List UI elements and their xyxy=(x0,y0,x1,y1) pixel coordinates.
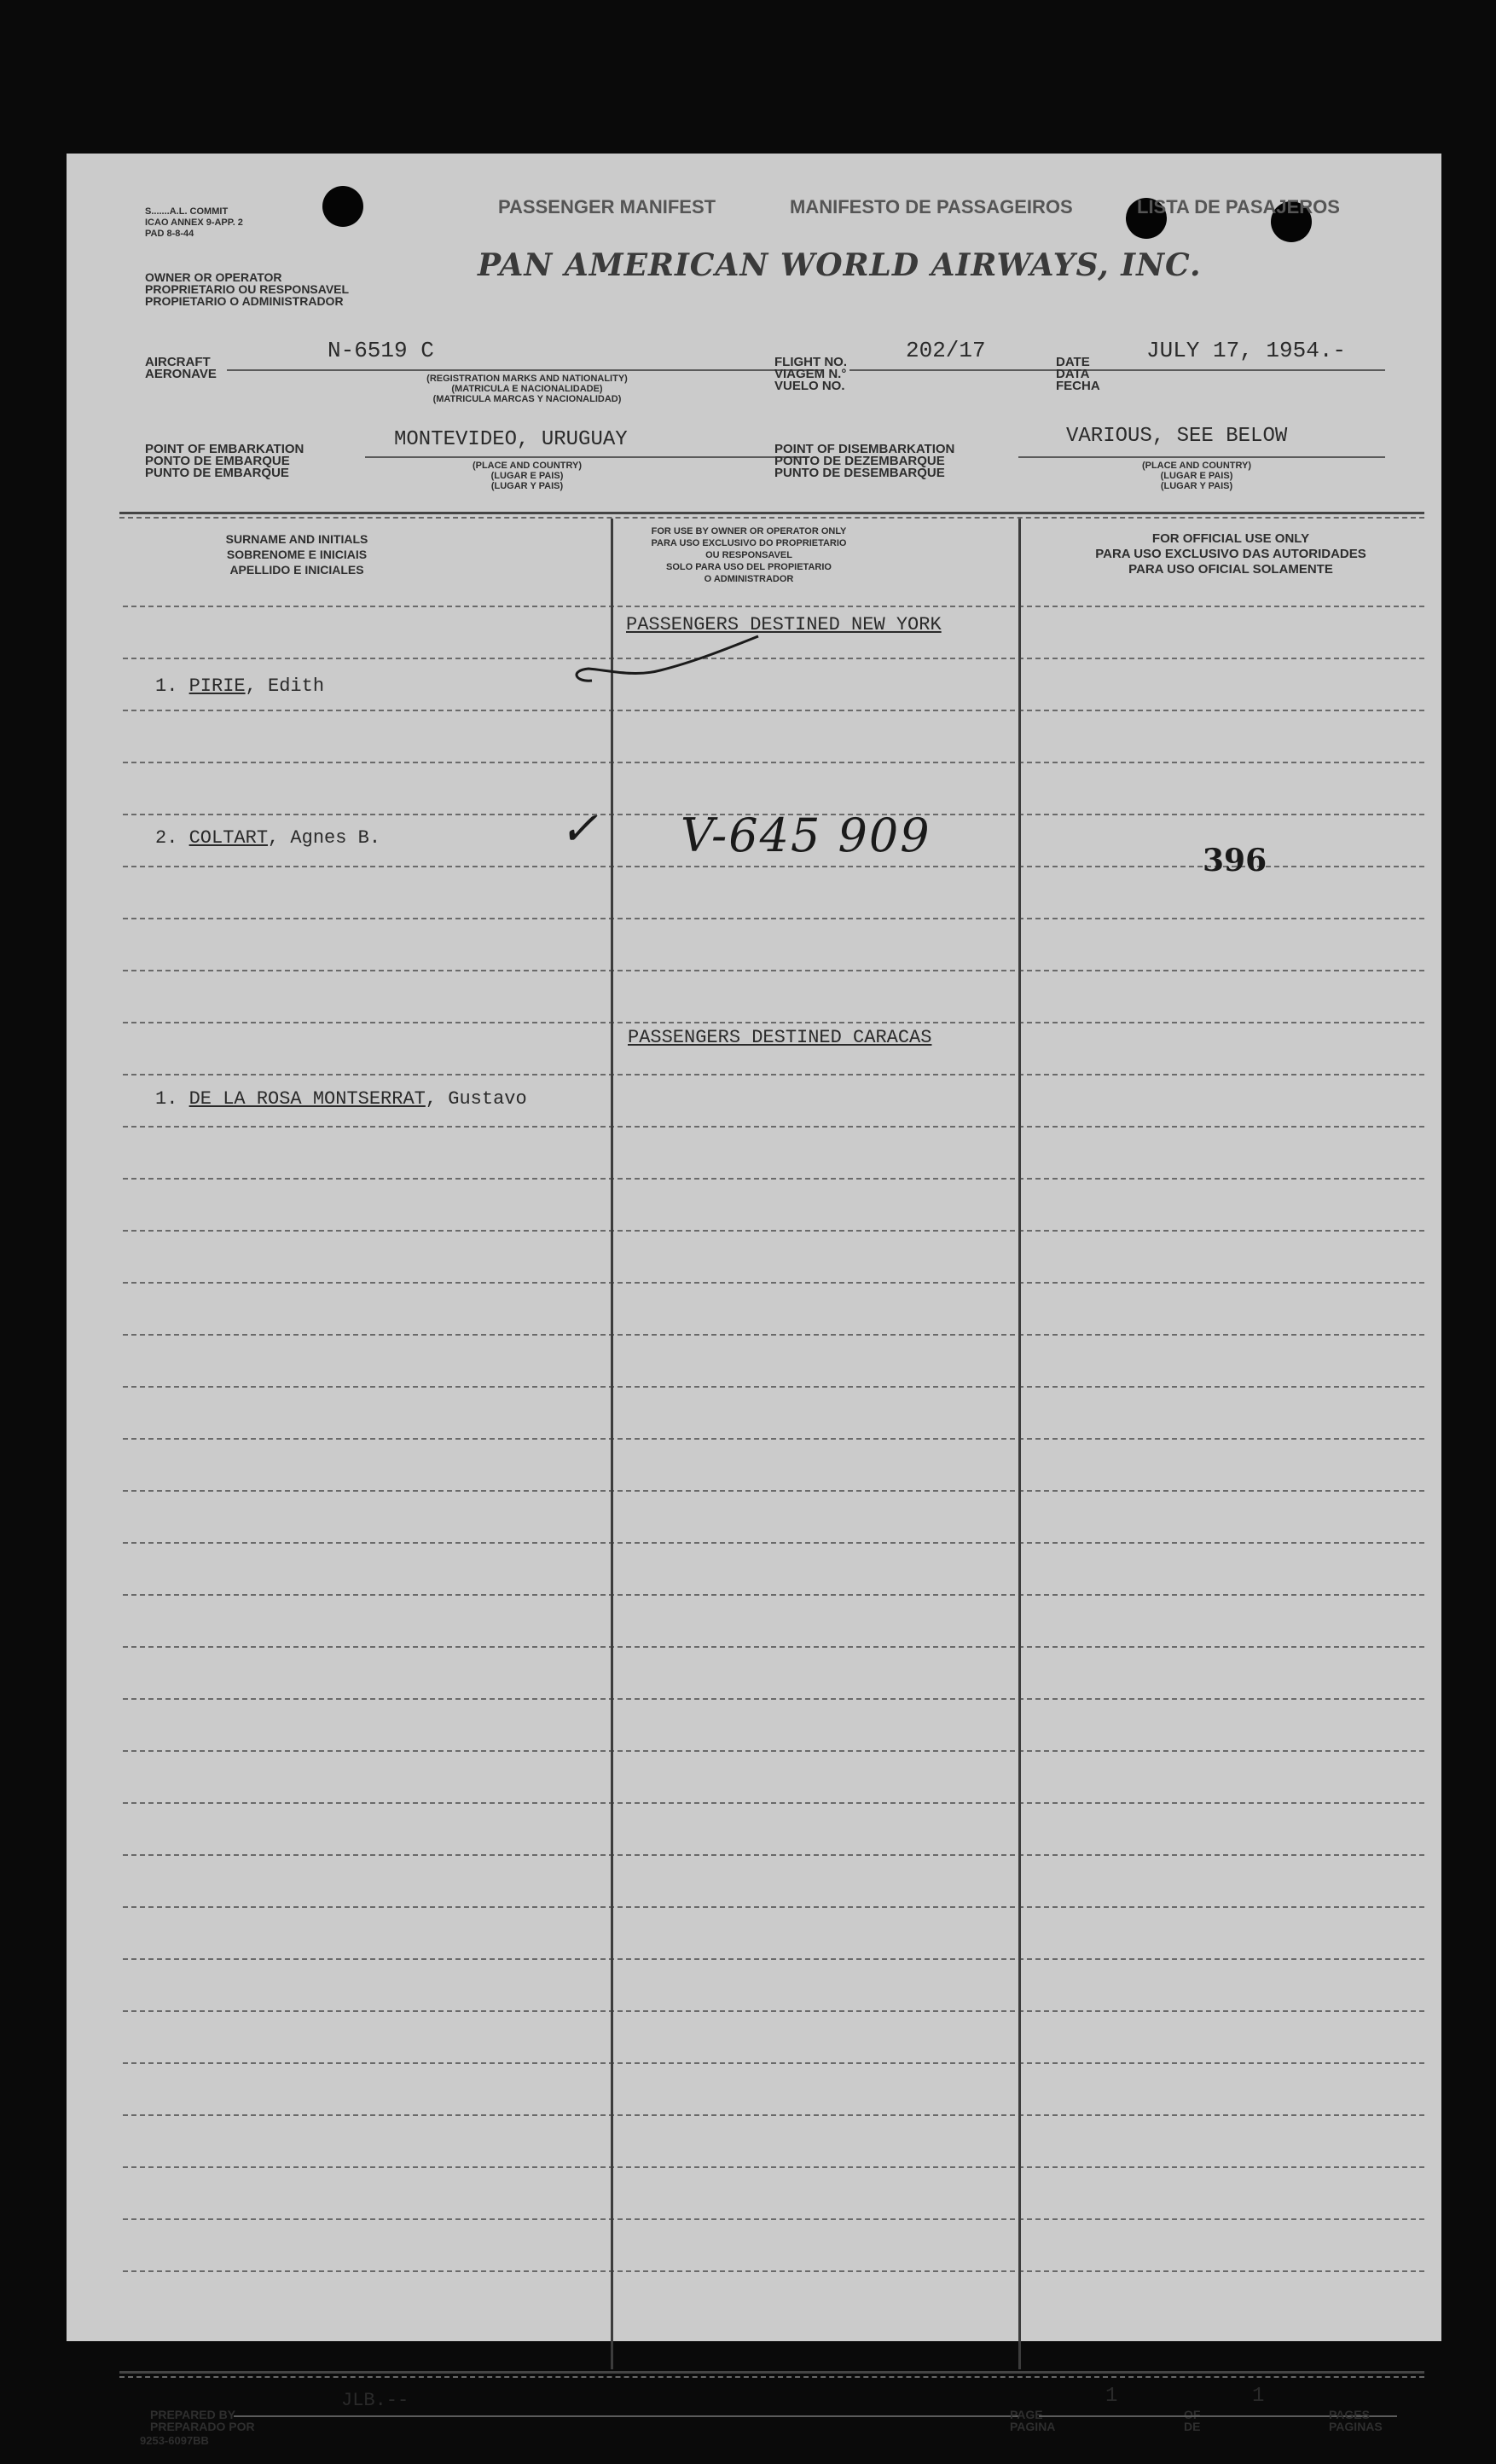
table-rule xyxy=(123,918,1424,919)
passenger-number: 1. xyxy=(155,1088,178,1110)
column-header-owner-line: PARA USO EXCLUSIVO DO PROPRIETARIO xyxy=(651,538,847,548)
column-header-owner xyxy=(612,525,885,585)
column-header-owner-line: OU RESPONSAVEL xyxy=(705,550,792,560)
table-rule xyxy=(123,1074,1424,1075)
table-rule xyxy=(123,762,1424,763)
page-label-line: PAGE xyxy=(1010,2408,1043,2421)
heading-lista: LISTA DE PASAJEROS xyxy=(1137,196,1340,217)
passenger-row xyxy=(155,675,324,697)
flight-label-line: VUELO NO. xyxy=(774,379,845,393)
aircraft-caption xyxy=(322,374,732,404)
disembarkation-label-line: PUNTO DE DESEMBARQUE xyxy=(774,466,945,480)
aircraft-value: N-6519 C xyxy=(328,338,434,363)
date-label-line: FECHA xyxy=(1056,379,1100,393)
date-label-line: DATE xyxy=(1056,355,1090,369)
table-rule xyxy=(123,970,1424,971)
table-rule xyxy=(123,710,1424,711)
flight-value: 202/17 xyxy=(906,338,986,363)
column-header-official-line: PARA USO EXCLUSIVO DAS AUTORIDADES xyxy=(1095,547,1366,561)
aircraft-caption-line: (MATRICULA E NACIONALIDADE) xyxy=(451,384,603,394)
table-rule xyxy=(123,1750,1424,1752)
flight-label xyxy=(774,357,847,392)
column-divider-2 xyxy=(1018,519,1021,2369)
passenger-surname: PIRIE xyxy=(188,675,246,697)
passenger-number: 2. xyxy=(155,827,178,849)
embarkation-label xyxy=(145,444,304,479)
owner-label-line: OWNER OR OPERATOR xyxy=(145,270,282,284)
prepared-by-label xyxy=(150,2409,255,2432)
table-rule xyxy=(123,2218,1424,2220)
regulation-line: PAD 8-8-44 xyxy=(145,229,194,239)
table-rule xyxy=(123,606,1424,607)
heading-passenger-manifest: PASSENGER MANIFEST xyxy=(498,196,716,217)
table-rule xyxy=(123,1282,1424,1284)
table-rule xyxy=(123,1646,1424,1648)
owner-label-line: PROPIETARIO O ADMINISTRADOR xyxy=(145,294,344,308)
pages-label-line: PAGES xyxy=(1329,2408,1370,2421)
disembarkation-label-line: POINT OF DISEMBARKATION xyxy=(774,442,955,456)
aircraft-label-line: AERONAVE xyxy=(145,367,217,381)
pages-label xyxy=(1329,2409,1383,2432)
table-rule xyxy=(123,1386,1424,1388)
column-header-owner-line: FOR USE BY OWNER OR OPERATOR ONLY xyxy=(651,526,847,536)
footer-rule-dash xyxy=(119,2376,1424,2378)
passenger-surname: DE LA ROSA MONTSERRAT xyxy=(188,1088,426,1110)
column-divider-1 xyxy=(611,519,613,2369)
table-rule xyxy=(123,1906,1424,1908)
passenger-row xyxy=(155,1088,527,1110)
aircraft-label xyxy=(145,357,217,380)
official-number: 396 xyxy=(1203,843,1267,878)
prepared-by-underline xyxy=(234,2415,1018,2417)
page-value: 1 xyxy=(1105,2385,1118,2408)
column-header-names-line: APELLIDO E INICIALES xyxy=(229,563,364,577)
passenger-given-name: , Agnes B. xyxy=(268,827,381,849)
table-rule xyxy=(123,1542,1424,1544)
table-rule xyxy=(123,2010,1424,2012)
owner-label xyxy=(145,271,349,307)
column-header-names-line: SURNAME AND INITIALS xyxy=(225,532,368,546)
table-rule xyxy=(123,658,1424,659)
table-rule xyxy=(123,1334,1424,1336)
table-rule xyxy=(123,1802,1424,1804)
table-rule xyxy=(123,1854,1424,1856)
footer-rule-top xyxy=(119,2371,1424,2374)
embarkation-caption-line: (LUGAR Y PAIS) xyxy=(490,481,564,491)
embarkation-caption-line: (PLACE AND COUNTRY) xyxy=(472,461,583,471)
column-header-names-line: SOBRENOME E INICIAIS xyxy=(226,548,368,561)
regulation-line: S.......A.L. COMMIT xyxy=(145,206,229,217)
aircraft-label-line: AIRCRAFT xyxy=(145,355,211,369)
table-rule xyxy=(123,2270,1424,2272)
prepared-by-label-line: PREPARADO POR xyxy=(150,2420,255,2433)
table-rule xyxy=(123,2114,1424,2116)
table-rule xyxy=(123,1958,1424,1960)
disembarkation-caption-line: (LUGAR E PAIS) xyxy=(1160,471,1233,481)
page-label-line: PAGINA xyxy=(1010,2420,1056,2433)
table-rule xyxy=(123,1022,1424,1023)
table-rule xyxy=(123,1698,1424,1700)
disembarkation-caption xyxy=(1090,461,1303,491)
aircraft-underline xyxy=(227,369,824,371)
passenger-number: 1. xyxy=(155,675,178,697)
table-rule xyxy=(123,1594,1424,1596)
disembarkation-label xyxy=(774,444,954,479)
header-rule-dash xyxy=(119,517,1424,519)
embarkation-label-line: PONTO DE EMBARQUE xyxy=(145,454,290,468)
passenger-given-name: , Gustavo xyxy=(425,1088,527,1110)
check-mark-icon xyxy=(558,631,762,699)
column-header-official-line: FOR OFFICIAL USE ONLY xyxy=(1151,531,1310,546)
owner-label-line: PROPRIETARIO OU RESPONSAVEL xyxy=(145,282,350,296)
date-label-line: DATA xyxy=(1056,367,1090,381)
of-label xyxy=(1184,2409,1200,2432)
disembarkation-caption-line: (LUGAR Y PAIS) xyxy=(1160,481,1233,491)
flight-label-line: VIAGEM N.° xyxy=(774,367,847,381)
date-underline xyxy=(1112,369,1385,371)
regulation-line: ICAO ANNEX 9-APP. 2 xyxy=(145,217,243,228)
column-header-official-line: PARA USO OFICIAL SOLAMENTE xyxy=(1128,562,1333,577)
column-header-names xyxy=(169,531,425,577)
of-value: 1 xyxy=(1252,2385,1265,2408)
passenger-surname: COLTART xyxy=(188,827,269,849)
embarkation-label-line: POINT OF EMBARKATION xyxy=(145,442,304,456)
disembarkation-label-line: PONTO DE DEZEMBARQUE xyxy=(774,454,945,468)
form-number: 9253-6097BB xyxy=(140,2434,209,2447)
table-rule xyxy=(123,1126,1424,1128)
date-label xyxy=(1056,357,1100,392)
page-label xyxy=(1010,2409,1055,2432)
aircraft-caption-line: (REGISTRATION MARKS AND NATIONALITY) xyxy=(426,374,628,384)
disembarkation-underline xyxy=(1018,456,1385,458)
manifest-sheet xyxy=(67,154,1441,2447)
handwritten-visa-note: V-645 909 xyxy=(681,809,931,862)
passenger-given-name: , Edith xyxy=(245,675,325,697)
aircraft-caption-line: (MATRICULA MARCAS Y NACIONALIDAD) xyxy=(432,394,622,404)
of-label-line: OF xyxy=(1184,2408,1201,2421)
table-rule xyxy=(123,1178,1424,1180)
embarkation-caption-line: (LUGAR E PAIS) xyxy=(490,471,564,481)
column-header-official xyxy=(1047,531,1414,577)
header-rule-top xyxy=(119,512,1424,514)
disembarkation-value: VARIOUS, SEE BELOW xyxy=(1066,425,1288,448)
section-heading-caracas: PASSENGERS DESTINED CARACAS xyxy=(628,1027,932,1048)
column-header-owner-line: O ADMINISTRADOR xyxy=(704,574,794,584)
table-rule xyxy=(123,1490,1424,1492)
embarkation-underline xyxy=(365,456,809,458)
section-heading-new-york: PASSENGERS DESTINED NEW YORK xyxy=(626,614,942,635)
embarkation-value: MONTEVIDEO, URUGUAY xyxy=(394,428,628,451)
heading-manifesto: MANIFESTO DE PASSAGEIROS xyxy=(790,196,1073,217)
table-rule xyxy=(123,1438,1424,1440)
table-rule xyxy=(123,2166,1424,2168)
of-label-line: DE xyxy=(1184,2420,1201,2433)
table-rule xyxy=(123,1230,1424,1232)
pages-label-line: PAGINAS xyxy=(1329,2420,1383,2433)
flight-label-line: FLIGHT NO. xyxy=(774,355,847,369)
embarkation-label-line: PUNTO DE EMBARQUE xyxy=(145,466,289,480)
passenger-row xyxy=(155,827,380,849)
table-rule xyxy=(123,2062,1424,2064)
prepared-by-value: JLB.-- xyxy=(341,2390,409,2411)
punch-hole-left xyxy=(322,186,363,227)
disembarkation-caption-line: (PLACE AND COUNTRY) xyxy=(1141,461,1252,471)
regulation-ref xyxy=(145,206,243,240)
date-value: JULY 17, 1954.- xyxy=(1146,338,1347,363)
prepared-by-label-line: PREPARED BY xyxy=(150,2408,236,2421)
column-header-owner-line: SOLO PARA USO DEL PROPIETARIO xyxy=(666,562,832,572)
airline-name: PAN AMERICAN WORLD AIRWAYS, INC. xyxy=(478,247,1202,283)
check-mark-icon: ✓ xyxy=(560,802,599,855)
embarkation-caption xyxy=(425,461,629,491)
